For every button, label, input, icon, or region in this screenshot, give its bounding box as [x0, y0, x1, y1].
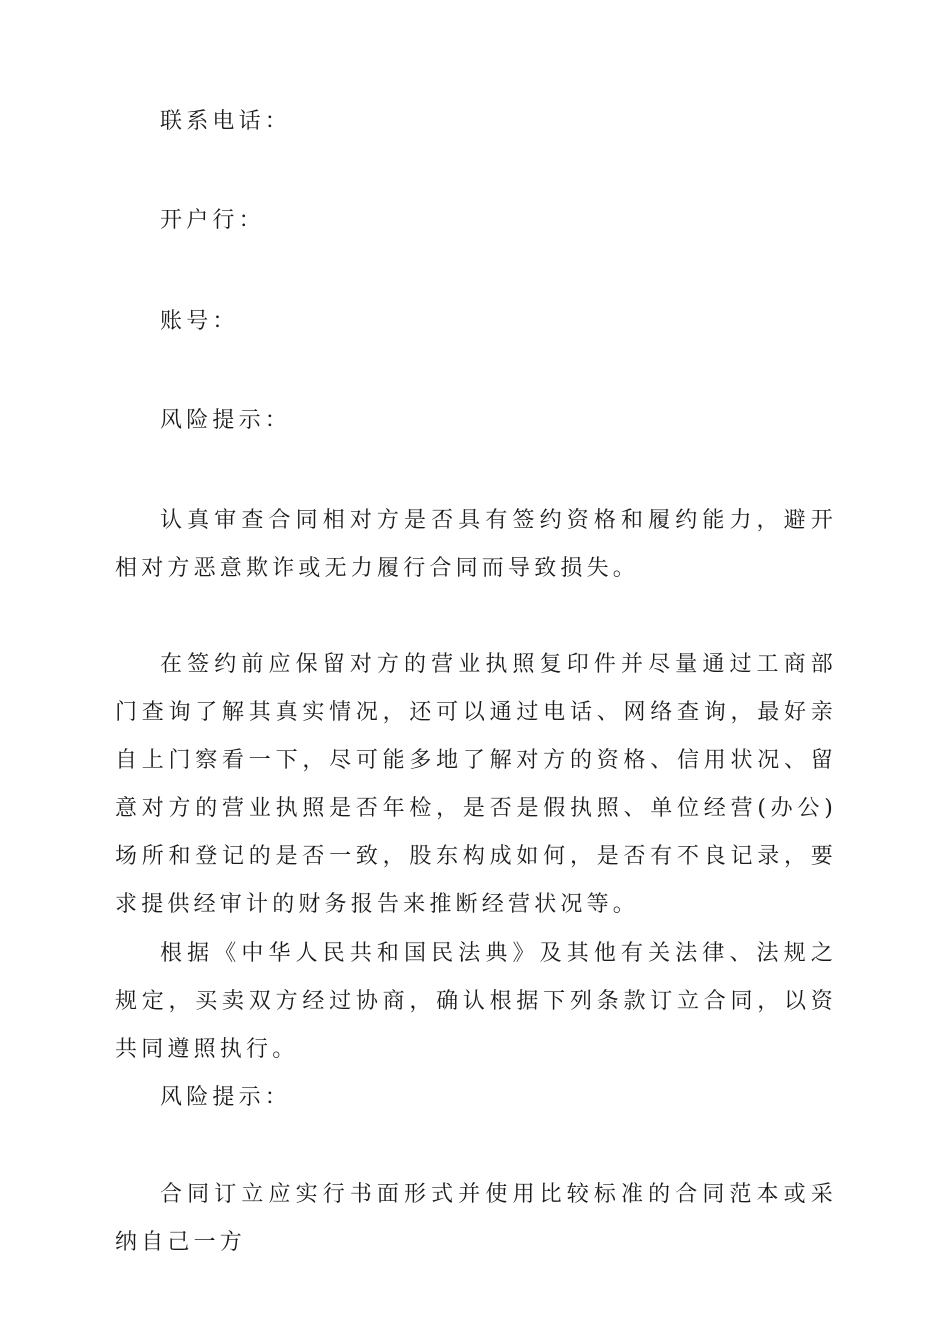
risk-warning-heading: 风险提示：	[160, 408, 292, 433]
contract-basis-paragraph: 根据《中华人民共和国民法典》及其他有关法律、法规之规定，买卖双方经过协商，确认根据下列条款订立合同，以资共同遵照执行。	[115, 941, 837, 1062]
bank-label: 开户行：	[160, 208, 265, 233]
contact-phone-label: 联系电话：	[160, 109, 292, 134]
risk-paragraph-verification: 在签约前应保留对方的营业执照复印件并尽量通过工商部门查询了解其真实情况，还可以通过电话、网络查询，最好亲自上门察看一下，尽可能多地了解对方的资格、信用状况、留意对方的营业执照是否年检，是否是假执照、单位经营(办公)场所和登记的是否一致，股东构成如何，是否有不良记录，要求提供经审计的财务报告来推断经营状况等。	[115, 652, 837, 917]
written-form-paragraph: 合同订立应实行书面形式并使用比较标准的合同范本或采纳自己一方	[115, 1182, 837, 1255]
risk-warning-heading-2: 风险提示：	[160, 1085, 292, 1110]
risk-paragraph-qualification: 认真审查合同相对方是否具有签约资格和履约能力，避开相对方恶意欺诈或无力履行合同而导致损失。	[115, 508, 837, 581]
account-label: 账号：	[160, 309, 239, 334]
